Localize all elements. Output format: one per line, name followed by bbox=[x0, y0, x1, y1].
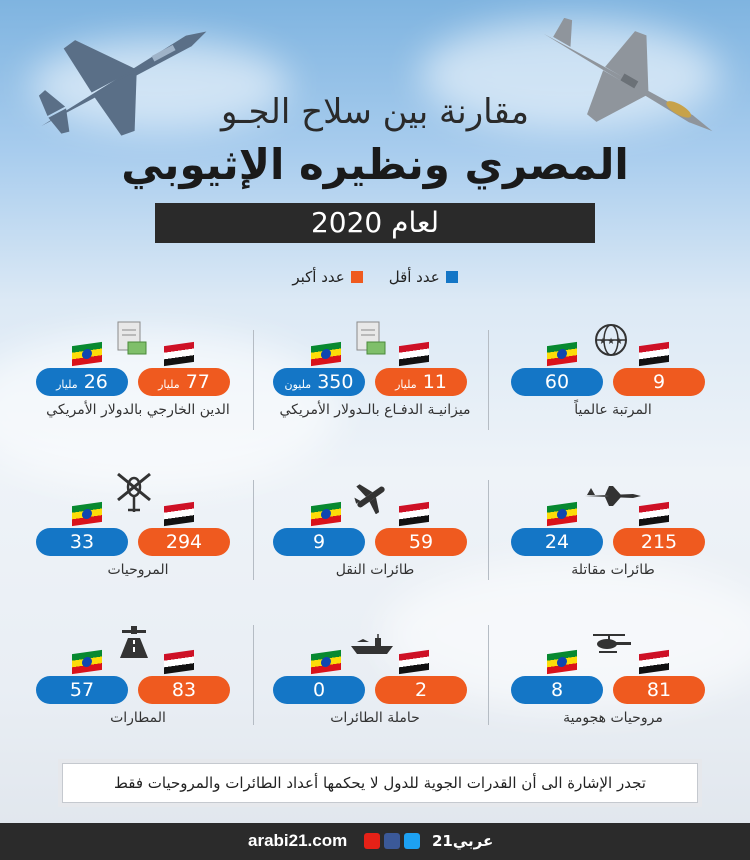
ethiopia-flag bbox=[311, 502, 341, 526]
ethiopia-value: 9 bbox=[273, 528, 365, 556]
ethiopia-value: 60 bbox=[511, 368, 603, 396]
ethiopia-value: 24 bbox=[511, 528, 603, 556]
helicopter-top-icon bbox=[114, 470, 154, 514]
stat-external-debt bbox=[28, 330, 248, 450]
divider bbox=[488, 480, 489, 580]
stat-transport-planes bbox=[265, 490, 485, 610]
legend-more bbox=[292, 268, 362, 286]
stat-label: المطارات bbox=[110, 710, 166, 726]
stat-label: طائرات النقل bbox=[335, 562, 415, 578]
transport-plane-icon bbox=[353, 480, 389, 514]
brand-logo: عربي21 bbox=[432, 832, 494, 850]
stat-label: المرتبة عالمياً bbox=[574, 402, 652, 418]
ethiopia-flag bbox=[547, 502, 577, 526]
ethiopia-value: 26 مليار bbox=[36, 368, 128, 396]
airport-runway-icon bbox=[116, 624, 152, 660]
egypt-flag bbox=[639, 342, 669, 366]
ethiopia-flag bbox=[311, 650, 341, 674]
fighter-jet-icon bbox=[583, 484, 643, 508]
divider bbox=[253, 480, 254, 580]
divider bbox=[253, 330, 254, 430]
ethiopia-value: 0 bbox=[273, 676, 365, 704]
egypt-flag bbox=[399, 502, 429, 526]
stat-label: الدين الخارجي بالدولار الأمريكي bbox=[46, 402, 230, 418]
legend bbox=[0, 268, 750, 286]
egypt-value: 81 bbox=[613, 676, 705, 704]
stat-label: حاملة الطائرات bbox=[330, 710, 420, 726]
egypt-flag bbox=[164, 650, 194, 674]
legend-more-label: عدد أكبر bbox=[292, 268, 345, 286]
divider bbox=[488, 625, 489, 725]
egypt-flag bbox=[399, 650, 429, 674]
egypt-flag bbox=[164, 342, 194, 366]
egypt-value: 59 bbox=[375, 528, 467, 556]
svg-text:★★★: ★★★ bbox=[598, 337, 624, 347]
site-url[interactable]: arabi21.com bbox=[248, 831, 348, 850]
legend-more-swatch bbox=[351, 271, 363, 283]
ethiopia-flag bbox=[72, 502, 102, 526]
ethiopia-flag bbox=[72, 342, 102, 366]
stat-fighter-jets bbox=[503, 490, 723, 610]
egypt-flag bbox=[639, 650, 669, 674]
facebook-icon[interactable] bbox=[384, 833, 400, 849]
footnote: تجدر الإشارة الى أن القدرات الجوية للدول لا يحكمها أعداد الطائرات والمروحيات فقط bbox=[62, 763, 698, 803]
egypt-flag bbox=[639, 502, 669, 526]
stat-airports bbox=[28, 638, 248, 758]
egypt-value: 2 bbox=[375, 676, 467, 704]
year-bar: لعام 2020 bbox=[155, 203, 595, 243]
aircraft-carrier-icon bbox=[349, 632, 395, 656]
ethiopia-value: 57 bbox=[36, 676, 128, 704]
stat-attack-helicopters bbox=[503, 638, 723, 758]
stat-helicopters bbox=[28, 490, 248, 610]
money-document-icon bbox=[114, 320, 148, 356]
twitter-icon[interactable] bbox=[404, 833, 420, 849]
globe-icon bbox=[593, 322, 629, 358]
ethiopia-value: 33 bbox=[36, 528, 128, 556]
stat-label: المروحيات bbox=[107, 562, 169, 578]
footer bbox=[0, 823, 750, 860]
ethiopia-value: 8 bbox=[511, 676, 603, 704]
legend-less bbox=[389, 268, 458, 286]
egypt-value: 215 bbox=[613, 528, 705, 556]
stat-label: طائرات مقاتلة bbox=[571, 562, 655, 578]
title-line-2: المصري ونظيره الإثيوبي bbox=[121, 140, 629, 189]
egypt-flag bbox=[399, 342, 429, 366]
divider bbox=[253, 625, 254, 725]
egypt-value: 294 bbox=[138, 528, 230, 556]
stat-defense-budget bbox=[265, 330, 485, 450]
money-document-icon bbox=[353, 320, 387, 356]
legend-less-swatch bbox=[446, 271, 458, 283]
youtube-icon[interactable] bbox=[364, 833, 380, 849]
ethiopia-flag bbox=[311, 342, 341, 366]
egypt-flag bbox=[164, 502, 194, 526]
ethiopia-flag bbox=[547, 650, 577, 674]
stat-label: ميزانيـة الدفـاع بالـدولار الأمريكي bbox=[279, 402, 471, 418]
stat-aircraft-carriers bbox=[265, 638, 485, 758]
ethiopia-flag bbox=[72, 650, 102, 674]
title-line-1: مقارنة بين سلاح الجـو bbox=[221, 92, 529, 132]
ethiopia-flag bbox=[547, 342, 577, 366]
egypt-value: 83 bbox=[138, 676, 230, 704]
stat-label: مروحيات هجومية bbox=[563, 710, 663, 726]
ethiopia-value: 350 مليون bbox=[273, 368, 365, 396]
legend-less-label: عدد أقل bbox=[388, 268, 440, 286]
egypt-value: 11 مليار bbox=[375, 368, 467, 396]
stat-world-rank bbox=[503, 330, 723, 450]
attack-helicopter-icon bbox=[589, 632, 633, 656]
egypt-value: 9 bbox=[613, 368, 705, 396]
divider bbox=[488, 330, 489, 430]
egypt-value: 77 مليار bbox=[138, 368, 230, 396]
